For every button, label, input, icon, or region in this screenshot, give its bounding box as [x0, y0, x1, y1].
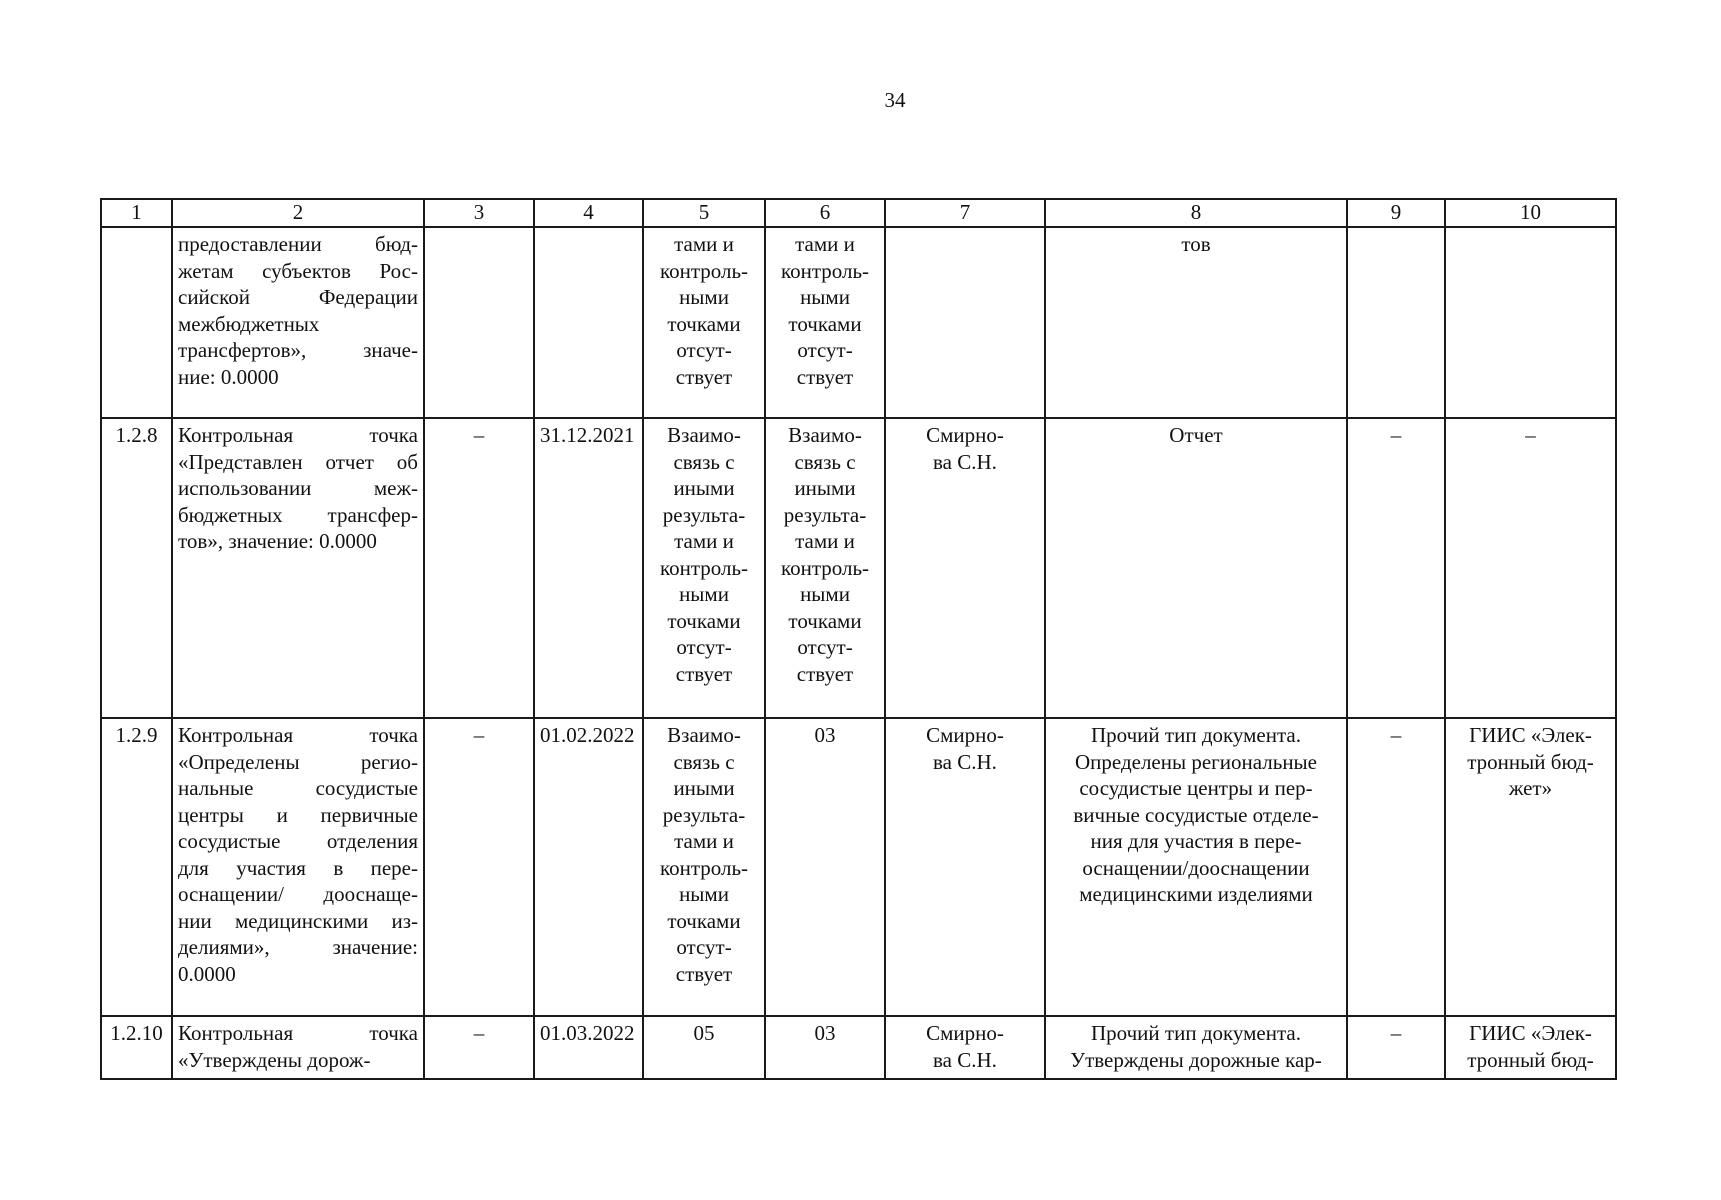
responsible-cell [885, 718, 1045, 1016]
cell-line: ными [679, 582, 729, 606]
col9-cell [1347, 227, 1445, 418]
cell-text: – [1390, 423, 1402, 447]
cell-line: точками [667, 311, 741, 336]
document-cell [1045, 718, 1347, 1016]
cell-line: иными [673, 776, 735, 800]
relation-cell [643, 418, 765, 718]
item-number-cell [101, 227, 172, 418]
cell-line: ГИИС «Элек- [1469, 1021, 1592, 1045]
cell-line: сийской Федерации [178, 285, 418, 309]
cell-line: ва С.Н. [933, 749, 997, 774]
cell-text: 1.2.9 [115, 723, 158, 747]
cell-line: контроль- [780, 555, 870, 580]
cell-line: точками [788, 608, 862, 633]
cell-line: 0.0000 [178, 961, 236, 986]
col9-cell [1347, 418, 1445, 718]
column-header: 10 [1445, 199, 1616, 227]
cell-text: – [473, 723, 485, 747]
cell-text: – [1390, 723, 1402, 747]
cell-line: трансфертов», значе- [178, 338, 418, 362]
cell-line: Взаимо- [667, 723, 741, 747]
cell-line: результа- [662, 802, 746, 827]
cell-line: результа- [662, 502, 746, 527]
document-cell [1045, 1016, 1347, 1079]
description-cell [172, 227, 424, 418]
cell-line: отсут- [797, 635, 853, 659]
cell-line: ГИИС «Элек- [1469, 723, 1592, 747]
cell-line: точками [788, 311, 862, 336]
system-cell [1445, 227, 1616, 418]
cell-line: ствует [675, 961, 733, 986]
cell-line: сосудистые центры и пер- [1079, 776, 1313, 800]
cell-line: нальные сосудистые [178, 776, 418, 800]
type-cell [765, 418, 885, 718]
cell-line: отсут- [797, 338, 853, 362]
table-row [101, 418, 1616, 718]
cell-line: результа- [783, 502, 867, 527]
date-cell [534, 418, 643, 718]
col3-cell [424, 227, 534, 418]
cell-line: центры и первичные [178, 802, 418, 827]
cell-line: межбюджетных [178, 311, 320, 336]
cell-line: «Представлен отчет об [178, 449, 418, 474]
cell-text: – [1390, 1021, 1402, 1045]
cell-line: «Определены регио- [178, 749, 418, 774]
cell-line: ными [679, 285, 729, 309]
type-cell [765, 227, 885, 418]
column-header: 3 [424, 199, 534, 227]
cell-line: связь с [673, 749, 735, 774]
cell-line: тами и [674, 529, 734, 553]
item-number-cell [101, 1016, 172, 1079]
cell-line: сосудистые отделения [178, 829, 418, 853]
item-number-cell [101, 718, 172, 1016]
column-header: 6 [765, 199, 885, 227]
cell-line: связь с [673, 449, 735, 474]
cell-line: Взаимо- [788, 423, 862, 447]
cell-line: тами и [795, 232, 855, 256]
cell-line: для участия в пере- [178, 855, 418, 880]
cell-line: ными [800, 582, 850, 606]
col3-cell [424, 718, 534, 1016]
column-header: 9 [1347, 199, 1445, 227]
cell-line: Контрольная точка [178, 423, 418, 447]
cell-line: Контрольная точка [178, 723, 418, 747]
cell-line: ва С.Н. [933, 1047, 997, 1072]
col3-cell [424, 418, 534, 718]
cell-line: оснащении/дооснащении [1082, 855, 1310, 880]
item-number-cell [101, 418, 172, 718]
plan-table [100, 198, 1617, 1080]
cell-line: тами и [674, 829, 734, 853]
cell-line: Смирно- [926, 1021, 1004, 1045]
cell-line: отсут- [676, 338, 732, 362]
cell-line: Контрольная точка [178, 1021, 418, 1045]
table-row [101, 227, 1616, 418]
date-cell [534, 1016, 643, 1079]
column-header: 8 [1045, 199, 1347, 227]
cell-line: жет» [1508, 776, 1553, 800]
cell-line: тами и [795, 529, 855, 553]
cell-line: Смирно- [926, 423, 1004, 447]
cell-line: Прочий тип документа. [1091, 723, 1301, 747]
cell-line: Прочий тип документа. [1091, 1021, 1301, 1045]
cell-line: ние: 0.0000 [178, 364, 279, 389]
cell-line: ствует [675, 364, 733, 389]
cell-line: 05 [693, 1021, 715, 1045]
system-cell [1445, 718, 1616, 1016]
system-cell [1445, 418, 1616, 718]
cell-line: ния для участия в пере- [1090, 829, 1302, 853]
cell-line: Смирно- [926, 723, 1004, 747]
description-cell [172, 718, 424, 1016]
cell-line: Отчет [1169, 423, 1223, 447]
column-header: 5 [643, 199, 765, 227]
page-number: 34 [884, 88, 906, 112]
cell-line: Взаимо- [667, 423, 741, 447]
cell-line: жетам субъектов Рос- [178, 258, 418, 283]
col3-cell [424, 1016, 534, 1079]
cell-text: – [473, 423, 485, 447]
cell-text: 1.2.10 [110, 1021, 163, 1045]
date-cell [534, 227, 643, 418]
cell-line: «Утверждены дорож- [178, 1047, 371, 1072]
cell-line: делиями», значение: [178, 935, 418, 959]
col9-cell [1347, 718, 1445, 1016]
document-cell [1045, 418, 1347, 718]
description-cell [172, 1016, 424, 1079]
cell-line: контроль- [659, 258, 749, 283]
responsible-cell [885, 418, 1045, 718]
cell-line: контроль- [659, 555, 749, 580]
column-header: 7 [885, 199, 1045, 227]
cell-line: отсут- [676, 635, 732, 659]
cell-text: – [473, 1021, 485, 1045]
cell-line: Определены региональные [1075, 749, 1317, 774]
cell-line: ными [679, 882, 729, 906]
cell-line: иными [794, 476, 856, 500]
cell-line: отсут- [676, 935, 732, 959]
cell-line: тронный бюд- [1467, 749, 1594, 774]
cell-line: тов», значение: 0.0000 [178, 529, 377, 553]
cell-line: оснащении/ дооснаще- [178, 882, 418, 906]
cell-line: медицинскими изделиями [1079, 882, 1313, 906]
cell-line: контроль- [659, 855, 749, 880]
cell-line: 03 [814, 723, 836, 747]
table-row [101, 718, 1616, 1016]
cell-line: иными [673, 476, 735, 500]
cell-line: нии медицинскими из- [178, 908, 418, 933]
cell-line: бюджетных трансфер- [178, 502, 418, 527]
cell-line: ва С.Н. [933, 449, 997, 474]
cell-line: ствует [796, 364, 854, 389]
cell-line: контроль- [780, 258, 870, 283]
cell-text: 1.2.8 [115, 423, 158, 447]
cell-text: 01.03.2022 [540, 1021, 635, 1045]
column-header: 1 [101, 199, 172, 227]
col9-cell [1347, 1016, 1445, 1079]
cell-line: ными [800, 285, 850, 309]
cell-line: Утверждены дорожные кар- [1070, 1047, 1322, 1072]
cell-line: 03 [814, 1021, 836, 1045]
table-row [101, 1016, 1616, 1079]
relation-cell [643, 227, 765, 418]
cell-line: точками [667, 908, 741, 933]
cell-line: точками [667, 608, 741, 633]
cell-line: ствует [796, 661, 854, 686]
cell-text: 31.12.2021 [540, 423, 635, 447]
responsible-cell [885, 1016, 1045, 1079]
cell-line: тронный бюд- [1467, 1047, 1594, 1072]
cell-line: вичные сосудистые отделе- [1073, 802, 1319, 827]
date-cell [534, 718, 643, 1016]
column-header: 2 [172, 199, 424, 227]
relation-cell [643, 1016, 765, 1079]
cell-line: использовании меж- [178, 476, 418, 500]
column-header: 4 [534, 199, 643, 227]
header-row [101, 199, 1616, 227]
type-cell [765, 718, 885, 1016]
cell-text: 01.02.2022 [540, 723, 635, 747]
type-cell [765, 1016, 885, 1079]
relation-cell [643, 718, 765, 1016]
responsible-cell [885, 227, 1045, 418]
cell-line: связь с [794, 449, 856, 474]
cell-line: тами и [674, 232, 734, 256]
document-cell [1045, 227, 1347, 418]
system-cell [1445, 1016, 1616, 1079]
cell-line: – [1525, 423, 1536, 447]
cell-line: предоставлении бюд- [178, 232, 418, 256]
cell-line: тов [1181, 232, 1211, 256]
description-cell [172, 418, 424, 718]
cell-line: ствует [675, 661, 733, 686]
